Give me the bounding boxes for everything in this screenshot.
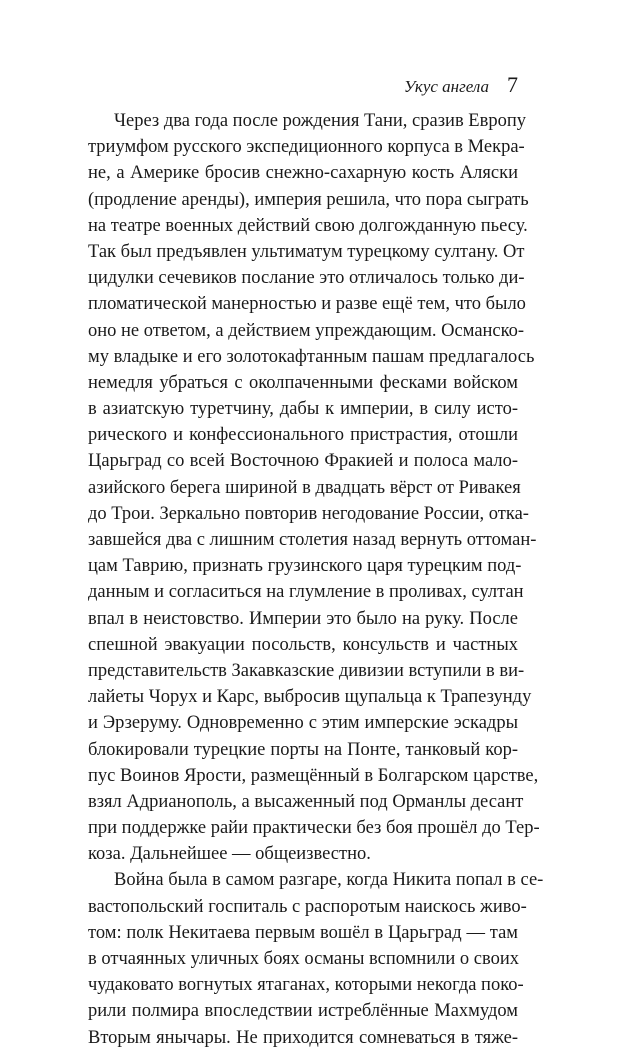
text-line: данным и согласиться на глумление в проливах, султан — [88, 582, 524, 603]
text-line: пус Воинов Ярости, размещённый в Болгарском царстве, — [88, 765, 539, 786]
text-line: вастопольский госпиталь с распоротым наискось живо- — [88, 896, 527, 917]
running-head — [404, 72, 518, 98]
text-line: цидулки сечевиков послание это отличалось только ди- — [88, 268, 525, 289]
text-line: Вторым янычары. Не приходится сомневаться в тяже- — [88, 1027, 518, 1048]
text-line: рического и конфессионального пристрастия, отошли — [88, 425, 518, 446]
text-line: не, а Америке бросив снежно-сахарную кость Аляски — [88, 163, 518, 184]
running-title: Укус ангела — [403, 77, 489, 96]
text-line: завшейся два с лишним столетия назад вернуть оттоман- — [88, 530, 537, 550]
text-line: Через два года после рождения Тани, сразив Европу — [114, 111, 526, 131]
text-line: му владыке и его золотокафтанным пашам предлагалось — [88, 346, 535, 367]
text-line: оно не ответом, а действием упреждающим. Османско- — [88, 320, 525, 341]
body-text — [88, 108, 544, 1051]
text-line: Царьград со всей Восточною Фракией и полоса мало- — [88, 451, 518, 472]
page-number: 7 — [507, 72, 518, 97]
text-line: до Трои. Зеркально повторив негодование России, отка- — [88, 503, 529, 524]
text-line: пломатической манерностью и разве ещё тем, что было — [88, 294, 526, 315]
text-line: лайеты Чорух и Карс, выбросив щупальца к Трапезунду — [88, 687, 532, 708]
text-line: цам Таврию, признать грузинского царя турецким под- — [88, 556, 522, 577]
text-line: чудаковато вогнутых ятаганах, которыми некогда поко- — [88, 975, 524, 996]
text-line: рили полмира впоследствии истреблённые Махмудом — [88, 1001, 518, 1022]
text-line: при поддержке райи практически без боя прошёл до Тер- — [88, 818, 540, 839]
text-line: в отчаянных уличных боях османы вспомнили о своих — [88, 949, 520, 969]
text-line: блокировали турецкие порты на Понте, танковый кор- — [88, 739, 518, 760]
text-line: азийского берега шириной в двадцать вёрст от Ривакея — [88, 477, 521, 498]
text-line: (продление аренды), империя решила, что пора сыграть — [88, 189, 529, 210]
text-line: Война была в самом разгаре, когда Никита попал в се- — [114, 870, 544, 891]
text-line: триумфом русского экспедиционного корпуса в Мекра- — [88, 137, 525, 158]
text-line: спешной эвакуации посольств, консульств и частных — [88, 634, 518, 655]
text-line: и Эрзеруму. Одновременно с этим имперские эскадры — [88, 713, 518, 734]
text-line: впал в неистовство. Империи это было на руку. После — [88, 608, 518, 629]
text-line: Так был предъявлен ультиматум турецкому султану. От — [88, 241, 525, 262]
text-line: взял Адрианополь, а высаженный под Орманлы десант — [88, 791, 524, 812]
text-line: том: полк Некитаева первым вошёл в Царьград — там — [88, 922, 518, 943]
text-line: немедля убраться с околпаченными фесками войском — [88, 372, 518, 393]
text-line: в азиатскую туретчину, дабы к империи, в силу исто- — [88, 399, 518, 420]
text-line: на театре военных действий свою долгожданную пьесу. — [88, 215, 528, 236]
text-line: представительств Закавказские дивизии вступили в ви- — [88, 660, 525, 681]
text-line: коза. Дальнейшее — общеизвестно. — [88, 844, 371, 865]
